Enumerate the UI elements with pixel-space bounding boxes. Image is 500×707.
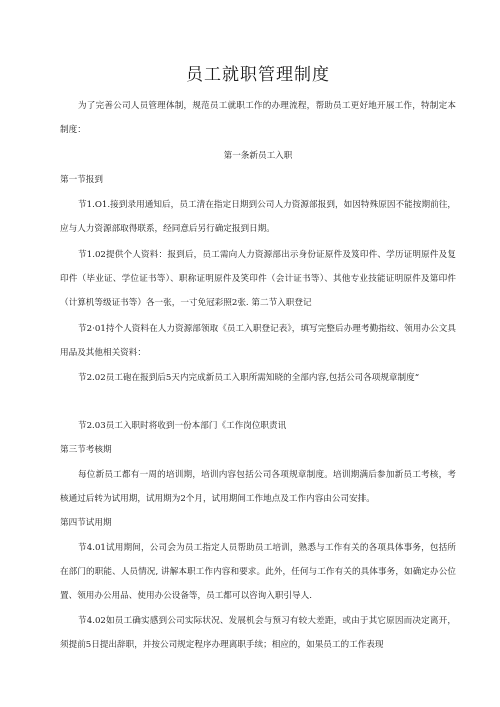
section-3-heading: 第三节考核期 (60, 445, 112, 455)
paragraph-2-01: 节2·01持个人资料在人力资源部领取《员工入职登记表》，填写完整后办理考勤指纹、领用办公文具用品及其他相关资料： (60, 324, 456, 358)
paragraph-4-01: 节4.01试用期间，公司会为员工指定人员帮助员工培训，熟悉与工作有关的各项具体事务，包括所在部门的职能、人员情况, 讲解本职工作内容和要求。此外，任何与工作有关的具体事务，如确定办公位置、领用办公用品、使用办公设备等，员工都可以咨询入职引导人. (60, 543, 456, 601)
paragraph-4-02: 节4.02如员工确实感到公司实际状况、发展机会与预习有较大差距，或由于其它原因而决定离开，须提前5日提出辞职，并按公司规定程序办理离职手续；相应的，如果员工的工作表现 (60, 616, 456, 650)
section-1-heading: 第一节报到 (60, 175, 103, 185)
paragraph-1-01: 节1.O1.接到录用通知后，员工清在指定日期到公司人力资源部报到，如因特殊原因不能按期前往，应与人力资源部取得联系，经同意后另行确定报到日期。 (60, 200, 456, 234)
paragraph-1-02: 节1.02提供个人资料：报到后，员工需向人力资源部出示身份证原件及笈印件、学历证明原件及复印件（毕业证、学位证书等）、职称证明原件及笑印件（会计证书等）、其他专业技能证明原件及第印件（计算机等级证书等）各一张，一寸免冠彩照2张. 第二节入职登记 (60, 250, 456, 308)
paragraph-2-02: 节2.02员工砲在报到后5天内完成新员工入职所需知晓的全部内容,包括公司各项规章制度“ (78, 373, 420, 383)
section-3-body: 每位新员工都有一周的培训期，培训内容包括公司各项规章制度。培训期满后参加新员工考核，考核通过后转为试用期，试用期为2个月，试用期间工作地点及工作内容由公司安排。 (60, 470, 456, 504)
paragraph-2-03: 节2.03员工入职时将收到一份本部门《工作岗位职责讯 (78, 421, 287, 431)
section-4-heading: 第四节试用期 (60, 518, 112, 528)
article-1-heading: 第一条新员工入职 (223, 151, 293, 161)
intro-paragraph: 为了完善公司人员管理体制，规范员工就职工作的办理流程，帮助员工更好地开展工作，特制定本制度： (60, 101, 456, 135)
document-title: 员工就职管理制度 (186, 65, 330, 85)
